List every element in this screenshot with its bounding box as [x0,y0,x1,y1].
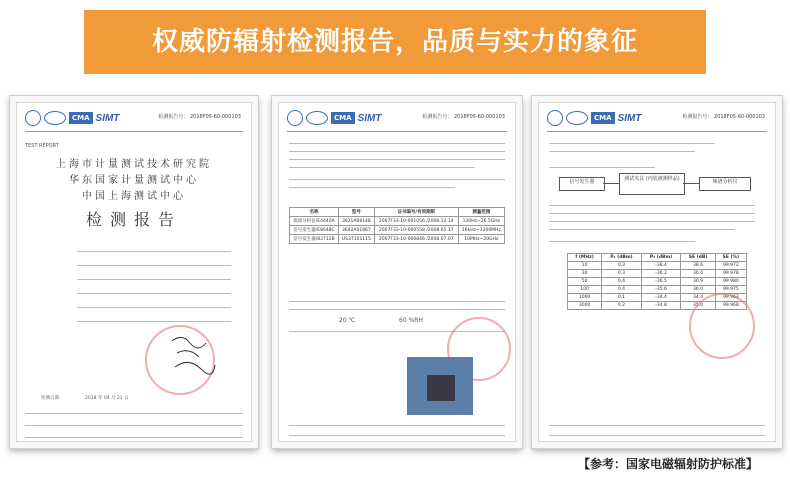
field-line [77,321,231,322]
table-cell: 0.1 [602,294,642,302]
divider [287,131,507,132]
report-page-cover[interactable] [10,96,258,448]
table-cell: 99.978 [715,270,746,278]
footer-line [25,425,243,426]
cma-logo-icon: CMA [331,112,355,124]
table-row [290,217,505,226]
table-header: 证书编号/有效期限 [374,208,458,217]
seal-logo-icon [287,110,303,126]
arrow-icon [683,183,699,184]
date-label: 检测日期： [41,396,64,401]
text-line [289,167,475,168]
table-header: 名称 [290,208,339,217]
table-cell: 36.9 [681,278,715,286]
table-cell: 3642A01967 [338,226,374,235]
table-header: SE (dB) [681,254,715,262]
table-cell: 3000 [568,302,602,310]
oval-logo-icon [306,111,328,125]
text-line [289,301,505,302]
table-row [568,278,747,286]
report-title: 检测报告 [85,210,182,229]
red-seal-stamp [689,293,755,359]
text-line [549,143,715,144]
report-number: 检测报告号： 2018F05-60-000103 [682,114,765,120]
date-value: 2018 年 04 月 21 日 [85,396,129,401]
table-cell: 30 [568,270,602,278]
table-cell: 99.963 [715,294,746,302]
text-line [549,229,735,230]
footer-line [289,425,505,426]
table-cell: 50 [568,278,602,286]
banner-title: 权威防辐射检测报告，品质与实力的象征 [151,27,638,57]
logo-group [25,109,119,127]
seal-logo-icon [25,110,41,126]
humidity-value: 60 %RH [399,317,423,324]
table-cell: 99.975 [715,286,746,294]
footer-line [549,425,765,426]
table-cell: -36.5 [641,278,681,286]
report-page-equipment[interactable] [272,96,522,448]
table-cell: US37101115 [338,235,374,244]
handwritten-signature [167,331,227,381]
field-line [77,251,231,252]
table-cell: 99.972 [715,262,746,270]
test-report-en: TEST REPORT [25,143,59,149]
footer-line [25,437,243,438]
table-cell: 信号发生器/E8648C [290,226,339,235]
table-cell: 0.2 [602,302,642,310]
sample-panel [427,375,455,401]
arrow-icon [603,183,619,184]
footer-line [289,435,505,436]
cma-logo-icon: CMA [591,112,615,124]
table-cell: 10 [568,262,602,270]
flow-test-fixture: 测试夹具 (内装被测样品) [619,173,685,195]
table-cell: 100 [568,286,602,294]
field-line [77,293,231,294]
flow-signal-generator: 信号发生器 [559,177,605,191]
simt-logo: SIMT [357,112,382,124]
report-paper [278,102,516,442]
table-row [290,226,505,235]
text-line [549,241,695,242]
text-line [549,205,755,206]
text-line [549,167,655,168]
table-cell: -35.6 [641,286,681,294]
table-header: f (MHz) [568,254,602,262]
simt-logo: SIMT [95,112,120,124]
test-sample-photo [407,357,473,415]
field-line [77,265,231,266]
table-row [568,262,747,270]
field-line [77,279,231,280]
table-cell: 0.3 [602,262,642,270]
flow-spectrum-analyzer: 频谱分析仪 [699,177,751,191]
table-header: 测量范围 [458,208,504,217]
table-cell: 2007F33-10-001056 /2008.12.14 [374,217,458,226]
table-cell: -34.8 [641,302,681,310]
seal-logo-icon [547,110,563,126]
table-cell: -34.4 [641,294,681,302]
table-cell: 10MHz~20GHz [458,235,504,244]
cma-logo-icon: CMA [69,112,93,124]
text-line [549,151,695,152]
text-line [289,179,505,180]
field-line [77,307,231,308]
divider [547,131,767,132]
report-number: 检测报告号： 2018F05-60-000103 [158,114,241,120]
table-header: 型号 [338,208,374,217]
title-banner [84,10,706,74]
oval-logo-icon [44,111,66,125]
text-line [289,159,505,160]
table-cell: 0.4 [602,286,642,294]
org-line-3: 中国上海测试中心 [82,191,186,202]
table-header: SE (%) [715,254,746,262]
table-cell: -36.2 [641,270,681,278]
table-cell: 99.980 [715,278,746,286]
report-paper [538,102,776,442]
org-line-2: 华东国家计量测试中心 [69,175,199,186]
report-paper [16,102,252,442]
table-cell: -38.4 [641,262,681,270]
table-cell: 35.0 [681,302,715,310]
equipment-table [289,207,505,244]
report-number: 检测报告号： 2018F05-60-000103 [422,114,505,120]
logo-group [547,109,641,127]
text-line [289,309,505,310]
text-line [549,221,755,222]
table-cell: 36.0 [681,286,715,294]
table-header: P₂ (dBm) [641,254,681,262]
org-line-1: 上海市计量测试技术研究院 [56,159,212,170]
report-page-results[interactable] [532,96,782,448]
table-cell: 38.6 [681,262,715,270]
table-cell: 0.4 [602,278,642,286]
table-cell: 1000 [568,294,602,302]
table-cell: 36.6 [681,270,715,278]
table-cell: 2007F33-10-000846 /2008.07.07 [374,235,458,244]
table-header: P₁ (dBm) [602,254,642,262]
table-cell: 2007F33-10-000558 /2008.05.17 [374,226,458,235]
temperature-value: 20 ℃ [339,317,356,324]
table-row [568,270,747,278]
table-row [290,235,505,244]
logo-group [287,109,381,127]
simt-logo: SIMT [617,112,642,124]
oval-logo-icon [566,111,588,125]
table-cell: 频谱分析仪/E4440A [290,217,339,226]
text-line [289,187,455,188]
text-line [289,151,505,152]
table-cell: 130Hz~26.5GHz [458,217,504,226]
text-line [289,143,505,144]
table-cell: 16kHz~3200MHz [458,226,504,235]
table-cell: 0.3 [602,270,642,278]
table-cell: 3621A08148 [338,217,374,226]
reference-note: 【参考：国家电磁辐射防护标准】 [577,457,758,471]
divider [25,131,243,132]
footer-line [549,435,765,436]
text-line [549,213,755,214]
footer-line [25,413,243,414]
table-cell: 34.4 [681,294,715,302]
table-cell: 信号发生器/83712B [290,235,339,244]
table-cell: 99.968 [715,302,746,310]
